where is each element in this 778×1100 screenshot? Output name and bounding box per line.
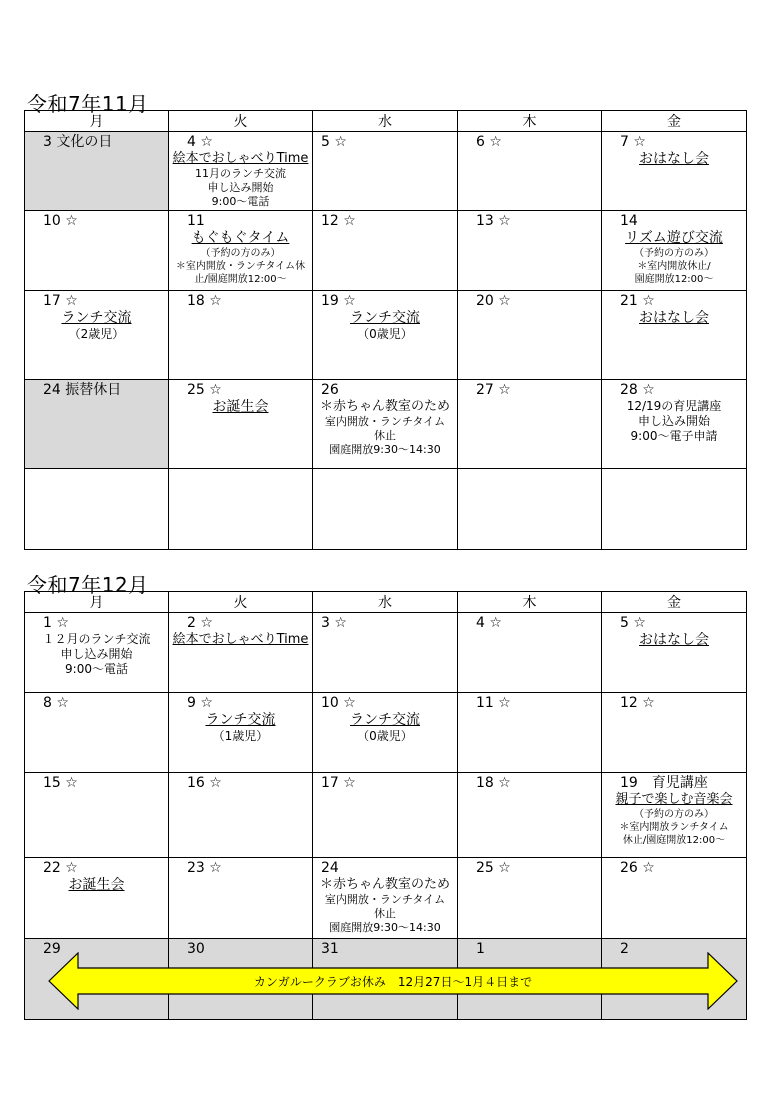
day-number: 1 ☆ <box>43 615 69 631</box>
day-cell <box>313 380 458 469</box>
day-cell <box>458 858 602 939</box>
day-number: 23 ☆ <box>187 860 222 876</box>
day-number: 2 <box>620 941 629 957</box>
day-number: 12 ☆ <box>620 695 655 711</box>
day-cell <box>169 858 313 939</box>
day-number: 12 ☆ <box>321 213 356 229</box>
event-note: 12/19の育児講座 <box>626 399 722 413</box>
event-note: ＊室内開放ランチタイム <box>619 822 729 833</box>
day-cell <box>313 132 458 211</box>
day-number: 18 ☆ <box>476 775 511 791</box>
day-cell <box>602 211 747 291</box>
week-row <box>25 291 747 380</box>
event-title: もぐもぐタイム <box>191 230 290 246</box>
day-number: 10 ☆ <box>43 213 78 229</box>
day-number: 26 ☆ <box>620 860 655 876</box>
day-number: 21 ☆ <box>620 293 655 309</box>
event-note: 休止 <box>374 429 396 442</box>
week-row <box>25 858 747 939</box>
day-cell <box>458 469 602 550</box>
day-number: 5 ☆ <box>321 134 347 150</box>
day-cell <box>602 858 747 939</box>
weekday-tue: 火 <box>169 111 313 132</box>
day-cell <box>602 469 747 550</box>
event-note: 9:00～電子申請 <box>630 429 718 443</box>
event-note: 申し込み開始 <box>207 181 274 194</box>
event-note: 9:00～電話 <box>211 195 270 208</box>
event-note: 休止/園庭開放12:00～ <box>622 835 726 846</box>
day-cell <box>169 211 313 291</box>
week-row <box>25 380 747 469</box>
day-number: 19 育児講座 <box>620 775 708 791</box>
day-cell <box>458 291 602 380</box>
day-number: 25 ☆ <box>476 860 511 876</box>
event-title: おはなし会 <box>639 310 709 326</box>
day-cell <box>602 132 747 211</box>
day-number: 3 ☆ <box>321 615 347 631</box>
day-number: 10 ☆ <box>321 695 356 711</box>
day-cell <box>25 469 169 550</box>
day-number <box>25 469 168 471</box>
event-note: 園庭開放12:00～ <box>634 274 714 285</box>
event-note: ＊赤ちゃん教室のため <box>319 399 450 414</box>
week-row <box>25 211 747 291</box>
day-number: 18 ☆ <box>187 293 222 309</box>
weekday-fri: 金 <box>602 592 747 613</box>
day-number: 22 ☆ <box>43 860 78 876</box>
week-row <box>25 613 747 693</box>
event-note: 11月のランチ交流 <box>195 167 286 180</box>
event-note: （予約の方のみ） <box>634 809 714 820</box>
day-cell <box>602 613 747 693</box>
day-number: 9 ☆ <box>187 695 213 711</box>
day-number: 6 ☆ <box>476 134 502 150</box>
weekday-wed: 水 <box>313 592 458 613</box>
day-cell <box>313 211 458 291</box>
event-title: お誕生会 <box>68 877 125 893</box>
event-title: ランチ交流 <box>350 310 420 326</box>
closure-banner-text: カンガルークラブお休み 12月27日～1月４日まで <box>253 974 533 989</box>
weekday-thu: 木 <box>458 592 602 613</box>
day-number: 20 ☆ <box>476 293 511 309</box>
day-number: 13 ☆ <box>476 213 511 229</box>
event-title: ランチ交流 <box>61 310 132 326</box>
day-number: 1 <box>476 941 485 957</box>
week-row <box>25 693 747 773</box>
day-cell <box>25 291 169 380</box>
day-number: 14 <box>620 213 638 229</box>
day-cell <box>313 693 458 773</box>
day-number: 24 <box>321 860 339 876</box>
event-note: （1歳児） <box>212 729 269 743</box>
day-cell <box>458 380 602 469</box>
day-cell <box>313 291 458 380</box>
day-cell <box>25 211 169 291</box>
day-number <box>602 469 746 471</box>
event-note: 申し込み開始 <box>60 647 133 661</box>
day-cell <box>169 380 313 469</box>
day-number: 17 ☆ <box>43 293 78 309</box>
month-title-november: 令和7年11月 <box>27 92 149 116</box>
day-number: 8 ☆ <box>43 695 69 711</box>
event-title: 絵本でおしゃべりTime <box>172 632 309 647</box>
day-cell <box>458 693 602 773</box>
day-cell <box>25 613 169 693</box>
event-note: 園庭開放9:30～14:30 <box>329 443 441 456</box>
day-number: 29 <box>43 941 61 957</box>
day-number: 28 ☆ <box>620 382 655 398</box>
day-number: 5 ☆ <box>620 615 646 631</box>
event-note: （0歳児） <box>357 729 413 743</box>
day-number <box>458 469 601 471</box>
event-note: 室内開放・ランチタイム <box>324 893 446 906</box>
day-cell <box>25 858 169 939</box>
day-number: 27 ☆ <box>476 382 511 398</box>
day-cell <box>458 613 602 693</box>
event-title: 親子で楽しむ音楽会 <box>615 792 733 807</box>
day-cell <box>313 858 458 939</box>
event-note: 止/園庭開放12:00～ <box>194 274 287 285</box>
calendar-november-body <box>25 132 747 550</box>
day-number: 17 ☆ <box>321 775 356 791</box>
event-note: 休止 <box>374 907 396 920</box>
day-number: 30 <box>187 941 205 957</box>
event-note: （予約の方のみ） <box>634 248 714 259</box>
event-note: 9:00～電話 <box>65 662 128 676</box>
day-cell <box>602 693 747 773</box>
event-note: ＊赤ちゃん教室のため <box>319 877 450 892</box>
day-cell <box>313 773 458 858</box>
day-cell <box>458 211 602 291</box>
day-cell <box>458 773 602 858</box>
day-cell <box>169 773 313 858</box>
month-title-december: 令和7年12月 <box>27 573 149 597</box>
day-cell <box>169 132 313 211</box>
event-note: 申し込み開始 <box>637 414 710 428</box>
day-number: 15 ☆ <box>43 775 78 791</box>
week-row <box>25 132 747 211</box>
event-note: １２月のランチ交流 <box>42 632 151 646</box>
day-number: 11 ☆ <box>476 695 511 711</box>
day-cell <box>313 469 458 550</box>
event-note: （2歳児） <box>68 327 125 341</box>
day-cell <box>602 291 747 380</box>
event-title: ランチ交流 <box>205 712 276 728</box>
event-title: おはなし会 <box>639 151 709 167</box>
weekday-tue: 火 <box>169 592 313 613</box>
event-title: おはなし会 <box>639 632 709 648</box>
event-note: 室内開放・ランチタイム <box>324 415 446 428</box>
event-title: お誕生会 <box>212 399 269 415</box>
day-number: 31 <box>321 941 339 957</box>
weekday-mon: 月 <box>25 111 169 132</box>
week-row <box>25 469 747 550</box>
event-title: ランチ交流 <box>350 712 420 728</box>
event-note: ＊室内開放休止/ <box>637 261 711 272</box>
event-note: （予約の方のみ） <box>200 248 281 259</box>
weekday-wed: 水 <box>313 111 458 132</box>
day-number: 3 文化の日 <box>43 134 113 150</box>
day-cell <box>25 773 169 858</box>
day-cell <box>602 773 747 858</box>
calendar-november <box>24 110 747 550</box>
weekday-thu: 木 <box>458 111 602 132</box>
week-row <box>25 773 747 858</box>
day-cell <box>169 693 313 773</box>
day-number <box>169 469 312 471</box>
day-number: 11 <box>187 213 205 229</box>
event-note: （0歳児） <box>357 327 413 341</box>
event-note: 園庭開放9:30～14:30 <box>329 921 441 934</box>
weekday-mon: 月 <box>25 592 169 613</box>
day-cell <box>313 613 458 693</box>
closure-banner <box>48 952 738 1010</box>
day-cell <box>169 291 313 380</box>
day-number: 16 ☆ <box>187 775 222 791</box>
event-title: 絵本でおしゃべりTime <box>172 151 309 166</box>
day-cell <box>169 469 313 550</box>
day-number: 26 <box>321 382 339 398</box>
day-number: 25 ☆ <box>187 382 222 398</box>
event-note: ＊室内開放・ランチタイム休 <box>175 261 306 272</box>
day-number: 4 ☆ <box>187 134 213 150</box>
day-number <box>313 469 457 471</box>
day-cell <box>25 132 169 211</box>
weekday-fri: 金 <box>602 111 747 132</box>
day-number: 7 ☆ <box>620 134 646 150</box>
day-cell <box>25 693 169 773</box>
day-number: 19 ☆ <box>321 293 356 309</box>
day-cell <box>602 380 747 469</box>
event-title: リズム遊び交流 <box>625 230 723 246</box>
day-cell <box>169 613 313 693</box>
day-number: 24 振替休日 <box>43 382 122 398</box>
day-cell <box>25 380 169 469</box>
day-number: 4 ☆ <box>476 615 502 631</box>
day-cell <box>458 132 602 211</box>
day-number: 2 ☆ <box>187 615 213 631</box>
